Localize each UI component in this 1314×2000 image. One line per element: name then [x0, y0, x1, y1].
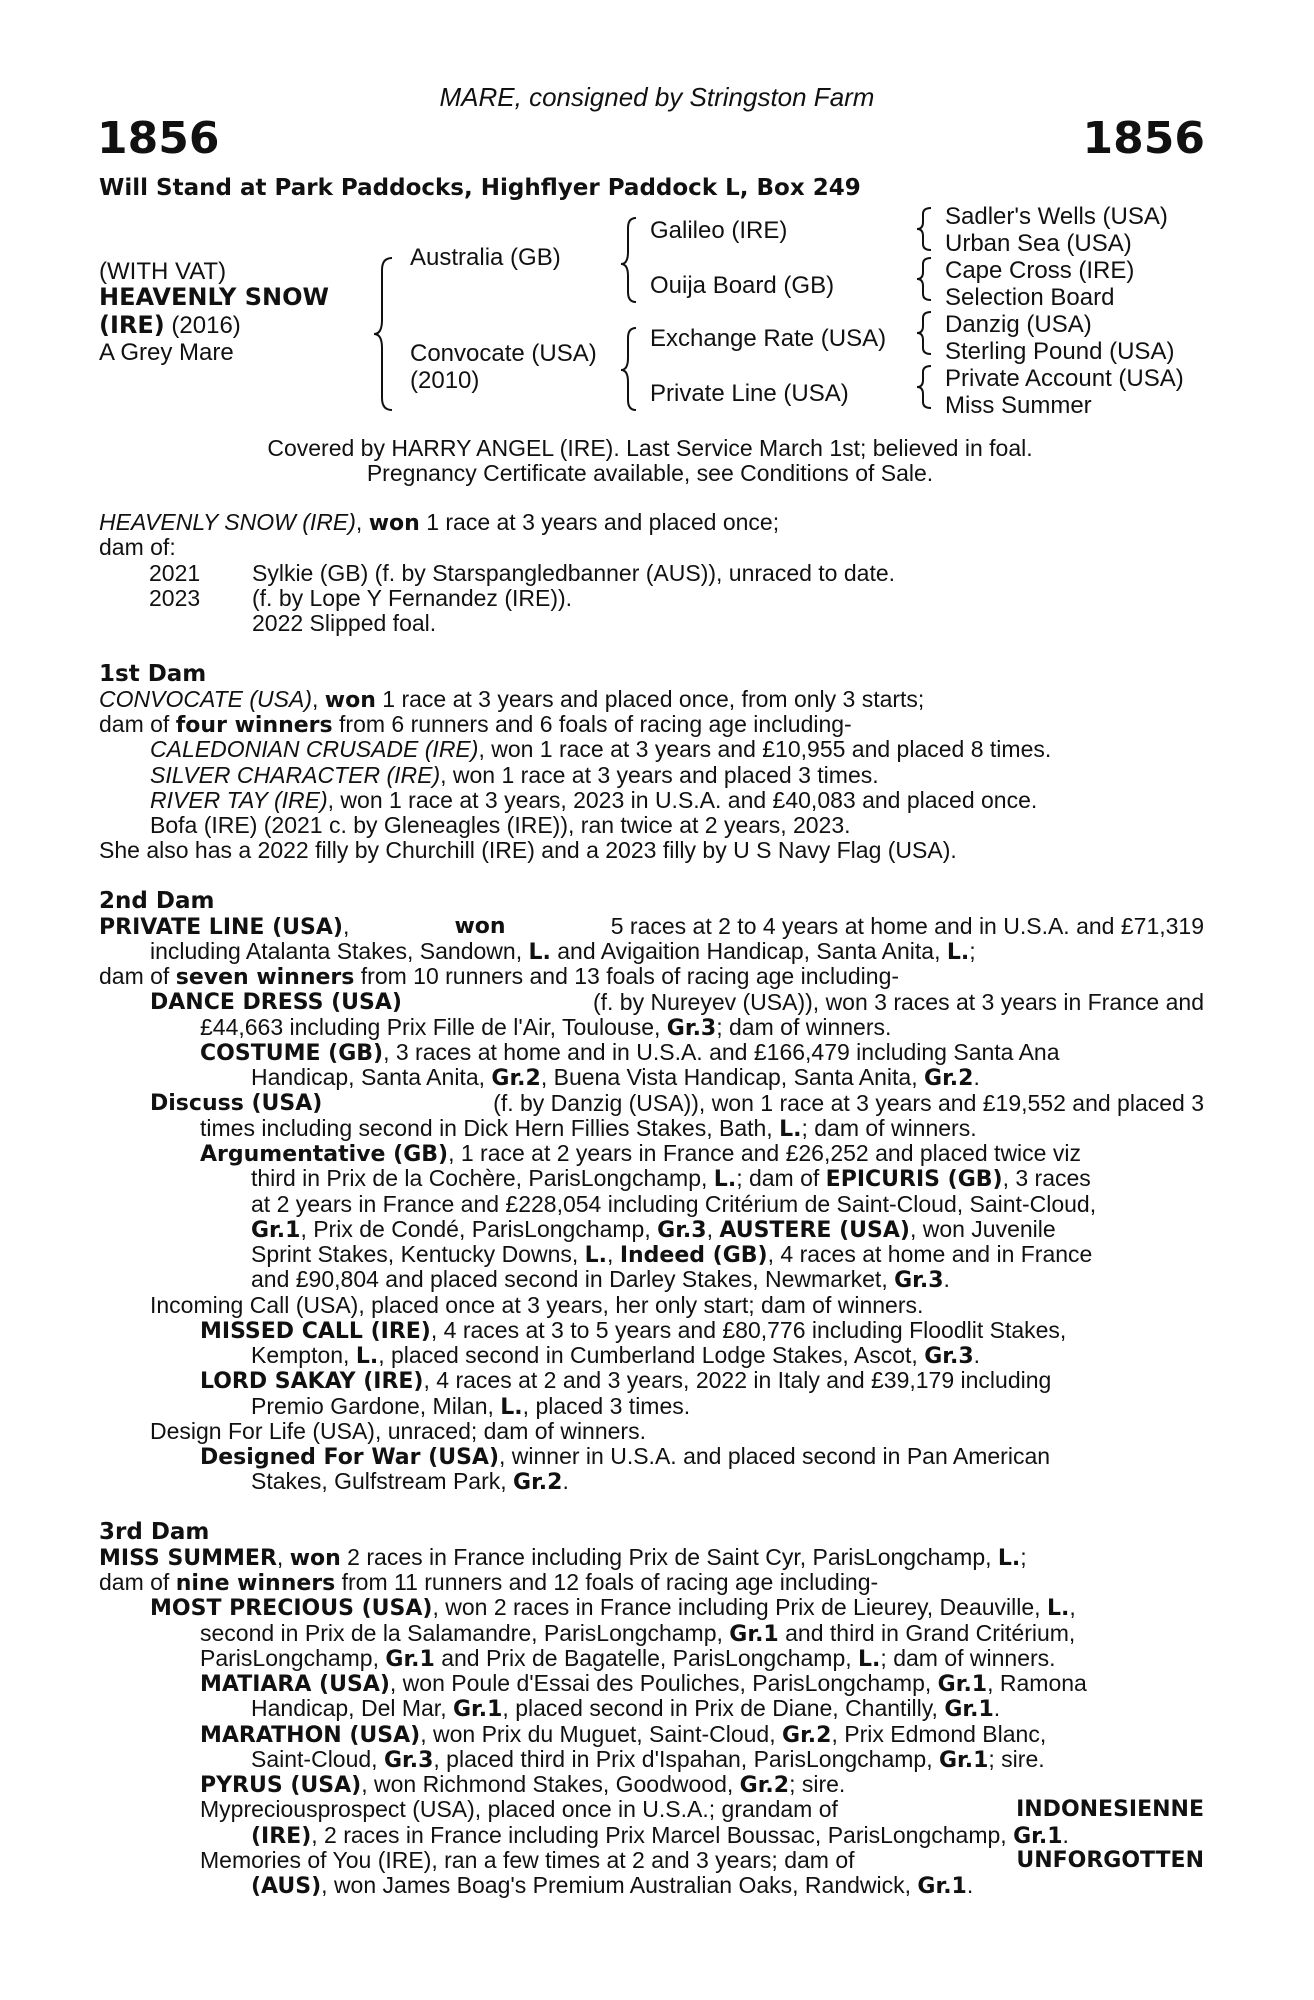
bracket-g1 — [917, 208, 931, 250]
produce-costume-cont: Handicap, Santa Anita, Gr.2, Buena Vista Handicap, Santa Anita, Gr.2. — [251, 1064, 980, 1091]
produce-argumentative-cont: third in Prix de la Cochère, ParisLongchamp, L.; dam of EPICURIS (GB), 3 races — [251, 1165, 1091, 1192]
produce-matiara: MATIARA (USA), won Poule d'Essai des Pouliches, ParisLongchamp, Gr.1, Ramona — [200, 1670, 1087, 1697]
pedigree-gen3-3: Cape Cross (IRE) — [945, 257, 1135, 284]
consignor-line: MARE, consigned by Stringston Farm — [439, 82, 875, 112]
produce-designed-for-war: Designed For War (USA), winner in U.S.A. and placed second in Pan American — [200, 1443, 1051, 1470]
produce-dance-dress-cont: £44,663 including Prix Fille de l'Air, Toulouse, Gr.3; dam of winners. — [200, 1014, 892, 1041]
bracket-main — [374, 258, 392, 410]
section-heading-2nd-dam: 2nd Dam — [99, 888, 215, 914]
pedigree-gen3-5: Danzig (USA) — [945, 311, 1092, 338]
produce-marathon-cont: Saint-Cloud, Gr.3, placed third in Prix d'Ispahan, ParisLongchamp, Gr.1; sire. — [251, 1746, 1045, 1773]
pedigree-dam-year: (2010) — [410, 367, 480, 394]
produce-most-precious-cont: ParisLongchamp, Gr.1 and Prix de Bagatelle, ParisLongchamp, L.; dam of winners. — [200, 1645, 1056, 1672]
vat-note: (WITH VAT) — [99, 258, 227, 285]
pedigree-gen3-4: Selection Board — [945, 284, 1115, 311]
produce-dance-dress: DANCE DRESS (USA) (f. by Nureyev (USA)), won 3 races at 3 years in France and — [150, 989, 1204, 1015]
bracket-g3 — [917, 312, 931, 354]
stand-location: Will Stand at Park Paddocks, Highflyer Paddock L, Box 249 — [99, 175, 861, 201]
bracket-dam — [621, 328, 636, 410]
mare-record: HEAVENLY SNOW (IRE), won 1 race at 3 years and placed once; — [99, 509, 780, 536]
pedigree-gen3-8: Miss Summer — [945, 392, 1092, 419]
produce-lord-sakay: LORD SAKAY (IRE), 4 races at 2 and 3 years, 2022 in Italy and £39,179 including — [200, 1367, 1052, 1394]
first-dam-produce: RIVER TAY (IRE), won 1 race at 3 years, 2023 in U.S.A. and £40,083 and placed once. — [150, 787, 1038, 813]
pedigree-sire-dam: Ouija Board (GB) — [650, 272, 835, 299]
pedigree-gen3-7: Private Account (USA) — [945, 365, 1184, 392]
section-heading-1st-dam: 1st Dam — [99, 661, 207, 687]
produce-designed-for-war-cont: Stakes, Gulfstream Park, Gr.2. — [251, 1468, 569, 1495]
produce-incoming-call: Incoming Call (USA), placed once at 3 years, her only start; dam of winners. — [150, 1292, 924, 1318]
pedigree-gen3-1: Sadler's Wells (USA) — [945, 203, 1168, 230]
pedigree-gen3-6: Sterling Pound (USA) — [945, 338, 1175, 365]
bracket-g4 — [917, 366, 931, 408]
bracket-sire — [621, 218, 636, 302]
produce-argumentative-cont: Gr.1, Prix de Condé, ParisLongchamp, Gr.3, AUSTERE (USA), won Juvenile — [251, 1216, 1056, 1243]
second-dam-summary: dam of seven winners from 10 runners and 13 foals of racing age including- — [99, 963, 900, 990]
produce-discuss-cont: times including second in Dick Hern Fillies Stakes, Bath, L.; dam of winners. — [200, 1115, 977, 1142]
section-heading-3rd-dam: 3rd Dam — [99, 1519, 210, 1545]
pedigree-gen3-2: Urban Sea (USA) — [945, 230, 1132, 257]
second-dam-record: PRIVATE LINE (USA), won 5 races at 2 to 4 years at home and in U.S.A. and £71,319 — [99, 913, 1204, 940]
first-dam-note: She also has a 2022 filly by Churchill (IRE) and a 2023 filly by U S Navy Flag (USA). — [99, 837, 957, 863]
produce-costume: COSTUME (GB), 3 races at home and in U.S.A. and £166,479 including Santa Ana — [200, 1039, 1060, 1066]
pedigree-sire: Australia (GB) — [410, 244, 561, 271]
first-dam-record: CONVOCATE (USA), won 1 race at 3 years and placed once, from only 3 starts; — [99, 686, 925, 713]
first-dam-produce: SILVER CHARACTER (IRE), won 1 race at 3 years and placed 3 times. — [150, 762, 879, 788]
bracket-g2 — [917, 258, 931, 300]
produce-most-precious: MOST PRECIOUS (USA), won 2 races in France including Prix de Lieurey, Deauville, L., — [150, 1594, 1076, 1621]
horse-description: A Grey Mare — [99, 339, 234, 366]
produce-matiara-cont: Handicap, Del Mar, Gr.1, placed second in Prix de Diane, Chantilly, Gr.1. — [251, 1695, 1001, 1722]
produce-memories-of-you-cont: (AUS), won James Boag's Premium Australian Oaks, Randwick, Gr.1. — [251, 1872, 974, 1899]
third-dam-record: MISS SUMMER, won 2 races in France including Prix de Saint Cyr, ParisLongchamp, L.; — [99, 1544, 1027, 1571]
produce-most-precious-cont: second in Prix de la Salamandre, ParisLongchamp, Gr.1 and third in Grand Critérium, — [200, 1620, 1076, 1647]
produce-row: 2021 Sylkie (GB) (f. by Starspangledbanner (AUS)), unraced to date. — [149, 560, 896, 586]
produce-memories-of-you: Memories of You (IRE), ran a few times at 2 and 3 years; dam of UNFORGOTTEN — [200, 1847, 1204, 1873]
horse-name: HEAVENLY SNOW — [99, 283, 330, 311]
first-dam-produce: CALEDONIAN CRUSADE (IRE), won 1 race at 3 years and £10,955 and placed 8 times. — [150, 736, 1052, 762]
pedigree-dam-dam: Private Line (USA) — [650, 380, 849, 407]
lot-number-right: 1856 — [1082, 113, 1205, 164]
produce-row: 2022 Slipped foal. — [252, 610, 437, 636]
pedigree-sire-sire: Galileo (IRE) — [650, 217, 788, 244]
mare-dam-of: dam of: — [99, 534, 176, 560]
produce-pyrus: PYRUS (USA), won Richmond Stakes, Goodwood, Gr.2; sire. — [200, 1771, 846, 1798]
produce-missed-call: MISSED CALL (IRE), 4 races at 3 to 5 years and £80,776 including Floodlit Stakes, — [200, 1317, 1067, 1344]
produce-argumentative-cont: Sprint Stakes, Kentucky Downs, L., Indeed (GB), 4 races at home and in France — [251, 1241, 1093, 1268]
produce-argumentative-cont: at 2 years in France and £228,054 including Critérium de Saint-Cloud, Saint-Cloud, — [251, 1191, 1097, 1217]
pedigree-dam-sire: Exchange Rate (USA) — [650, 325, 887, 352]
lot-number-left: 1856 — [97, 113, 220, 164]
produce-argumentative-cont: and £90,804 and placed second in Darley Stakes, Newmarket, Gr.3. — [251, 1266, 950, 1293]
first-dam-produce: Bofa (IRE) (2021 c. by Gleneagles (IRE)), ran twice at 2 years, 2023. — [150, 812, 851, 838]
covered-line-1: Covered by HARRY ANGEL (IRE). Last Service March 1st; believed in foal. — [267, 435, 1033, 461]
third-dam-summary: dam of nine winners from 11 runners and 12 foals of racing age including- — [99, 1569, 879, 1596]
second-dam-record-cont: including Atalanta Stakes, Sandown, L. and Avigaition Handicap, Santa Anita, L.; — [150, 938, 976, 965]
first-dam-summary: dam of four winners from 6 runners and 6 foals of racing age including- — [99, 711, 852, 738]
produce-mypreciousprospect: Mypreciousprospect (USA), placed once in U.S.A.; grandam of INDONESIENNE — [200, 1796, 1204, 1822]
horse-year: (2016) — [164, 312, 241, 339]
produce-row: 2023 (f. by Lope Y Fernandez (IRE)). — [149, 585, 573, 611]
covered-line-2: Pregnancy Certificate available, see Conditions of Sale. — [366, 460, 934, 486]
produce-marathon: MARATHON (USA), won Prix du Muguet, Saint-Cloud, Gr.2, Prix Edmond Blanc, — [200, 1721, 1047, 1748]
produce-missed-call-cont: Kempton, L., placed second in Cumberland Lodge Stakes, Ascot, Gr.3. — [251, 1342, 981, 1369]
pedigree-dam: Convocate (USA) — [410, 340, 597, 367]
produce-discuss: Discuss (USA) (f. by Danzig (USA)), won 1 race at 3 years and £19,552 and placed 3 — [150, 1090, 1204, 1116]
produce-mypreciousprospect-cont: (IRE), 2 races in France including Prix Marcel Boussac, ParisLongchamp, Gr.1. — [251, 1822, 1069, 1849]
horse-country: (IRE) — [99, 311, 165, 339]
produce-lord-sakay-cont: Premio Gardone, Milan, L., placed 3 times. — [251, 1393, 691, 1420]
produce-argumentative: Argumentative (GB), 1 race at 2 years in France and £26,252 and placed twice viz — [200, 1140, 1081, 1167]
produce-design-for-life: Design For Life (USA), unraced; dam of winners. — [150, 1418, 646, 1444]
